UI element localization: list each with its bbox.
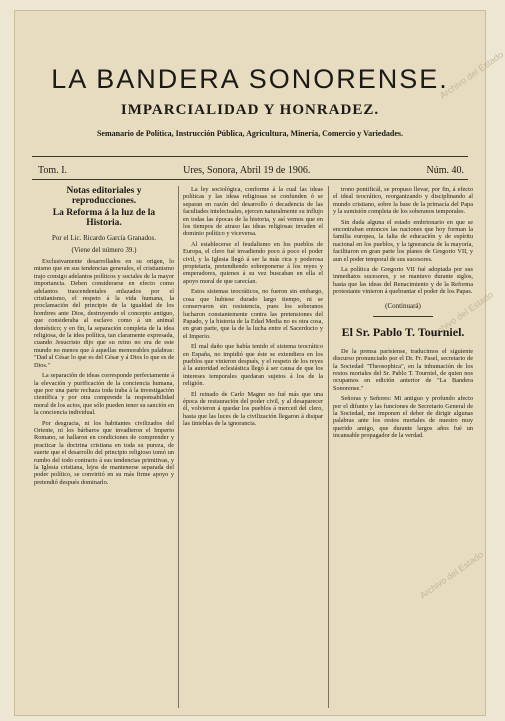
column-3 — [333, 186, 473, 708]
article-headline: La Reforma á la luz de la Historia. — [52, 208, 156, 228]
paragraph: El reinado de Carlo Magno no fué más que una época de restauración del poder civil, y al desaparecer él, volvieron á quedar los pueblos á merced del clero, hasta que las luces de la civilización llegaron á disipar las tinieblas de la ignorancia. — [183, 390, 323, 428]
issue-number: Núm. 40. — [426, 165, 464, 176]
newspaper-page — [14, 10, 505, 716]
section-heading: Notas editoriales y reproducciones. — [66, 186, 142, 206]
archive-watermark: Archivo del Estado — [417, 549, 486, 601]
paragraph: Al establecerse el feudalismo en los pueblos de Europa, el clero fué invadiendo poco á poco el poder civil, y la Iglesia llegó á ser la más rica y poderosa propietaria, pretendiendo sobreponerse á los reyes y emperadores, quienes á su vez buscaban en ella el apoyo moral de que carecían. — [183, 240, 323, 285]
newspaper-tagline: Semanario de Política, Instrucción Pública, Agricultura, Minería, Comercio y Variedades. — [96, 129, 404, 138]
paragraph: La ley sociológica, conforme á la cual las ideas políticas y las ideas religiosas se confunden ó se separan en razón del desarrollo ó decadencia de las facultades intelectuales, ejercen naturalmente su influjo en todas las épocas de la historia, y así vemos que en los tiempos de atraso las ideas religiosas invaden el dominio político y viceversa. — [183, 186, 323, 238]
continued-label: (Continuará) — [385, 301, 421, 310]
column-separator — [328, 186, 329, 708]
paragraph: Sin duda alguna el estado embrionario en que se encontraban entonces las naciones que hoy forman la familia europea, la falta de educación y de espíritu nacional en los pueblos, y la ignorancia de la mayoría, facilitaron en gran parte los planes de Gregorio VII, y aun el poder temporal de sus sucesores. — [333, 218, 473, 263]
place-date: Ures, Sonora, Abril 19 de 1906. — [183, 165, 311, 176]
volume-label: Tom. I. — [38, 165, 68, 176]
top-rule — [32, 156, 468, 157]
continuation-note: (Viene del número 39.) — [71, 246, 137, 254]
paragraph: Estos sistemas teocráticos, no fueron sin embargo, cosa que hubiese durado largo tiempo, ni se conservaron sin resistencia, pues los soberanos lucharon constantemente contra las pretensiones del Papado, y la historia de la Edad Media no es otra cosa, en gran parte, que la de la lucha entre el Sacerdocio y el Imperio. — [183, 288, 323, 340]
paragraph: Por desgracia, ni los habitantes civilizados del Oriente, ni los bárbaros que invadieron el Imperio Romano, se hallaron en condiciones de comprender y practicar la doctrina cristiana en toda su pureza, de suerte que el desarrollo del principio religioso tomó un rumbo del todo contrario á sus tendencias primitivas, y la Iglesia cristiana, lejos de mantenerse separada del poder político, se convirtió en su más firme apoyo y pretendió después dominarlo. — [34, 419, 174, 486]
column-separator — [178, 186, 179, 708]
issue-line — [38, 165, 464, 176]
paragraph: De la prensa parisiense, traducimos el siguiente discurso pronunciado por el Dr. Fr. Pasel, secretario de la Sociedad "Theosophica", en la inhumación de los restos mortales del Sr. Pablo T. Tourniel, de quien nos ocupamos en edición anterior de "La Bandera Sonorense." — [333, 347, 473, 392]
column-1 — [34, 186, 174, 708]
archive-watermark: Archivo del Estado — [427, 289, 496, 341]
column-2 — [183, 186, 323, 708]
paragraph: Señoras y Señores: Mi antiguo y profundo afecto por el difunto y las funciones de Secretario General de la Sociedad, me imponen el deber de dirigir algunas palabras ante los restos mortales de nuestro muy querido amigo, que durante largos años fué un incansable propagador de la verdad. — [333, 395, 473, 440]
article-byline: Por el Lic. Ricardo García Granados. — [52, 234, 156, 242]
paragraph: La política de Gregorio VII fué adoptada por sus inmediatos sucesores, y se mantuvo durante siglos, hasta que las ideas del Renacimiento y de la Reforma protestante vinieron á quebrantar el poder de los Papas. — [333, 266, 473, 296]
paragraph: Exclusivamente desarrollados en su origen, lo mismo que en sus tendencias generales, el cristianismo trajo consigo adelantos políticos y sociales de la mayor importancia. Deben considerarse en efecto como adelantos trascendentales enlazados por el cristianismo, el respeto á la vida humana, la proclamación del principio de la igualdad de los hombres ante Dios, destruyendo el concepto antiguo, que consideraba al esclavo como á un animal doméstico; y en fin, la separación completa de la idea religiosa, de la idea política, tan claramente expresada, cuando Jesucristo dijo que su reino no era de este mundo no menos que á aquellas memorables palabras: "Dad al César lo que es del César y á Dios lo que es de Dios." — [34, 258, 174, 369]
paragraph: La separación de ideas corresponde perfectamente á la elevación y purificación de la conciencia humana, que por una parte rechaza toda traba á la investigación científica y por otra comprende la responsabilidad moral de los actos, que sólo pueden tener su sanción en la conciencia individual. — [34, 372, 174, 417]
paragraph: trono pontificál, se propuso llevar, por fin, á efecto el ideal teocrático, reorganizando y disciplinando al mundo cristiano, sobre la base de la primacía del Papa y la sumisión completa de los soberanos temporales. — [333, 186, 473, 216]
paragraph: El mal daño que había tenido el sistema teocrático en España, no impidió que éste se extendiera en los pueblos que vinieron después, y el respeto de los reyes á la autoridad eclesiástica llegó á ser causa de que los intereses temporales quedaran sujetos á los de la religión. — [183, 343, 323, 388]
article-separator — [373, 316, 433, 317]
bottom-rule — [32, 179, 468, 180]
article-title: El Sr. Pablo T. Tourniel. — [341, 324, 465, 339]
columns — [34, 186, 474, 708]
newspaper-subtitle: IMPARCIALIDAD Y HONRADEZ. — [120, 102, 380, 118]
archive-watermark: Archivo del Estado — [437, 49, 505, 101]
newspaper-title: LA BANDERA SONORENSE. — [51, 64, 449, 94]
